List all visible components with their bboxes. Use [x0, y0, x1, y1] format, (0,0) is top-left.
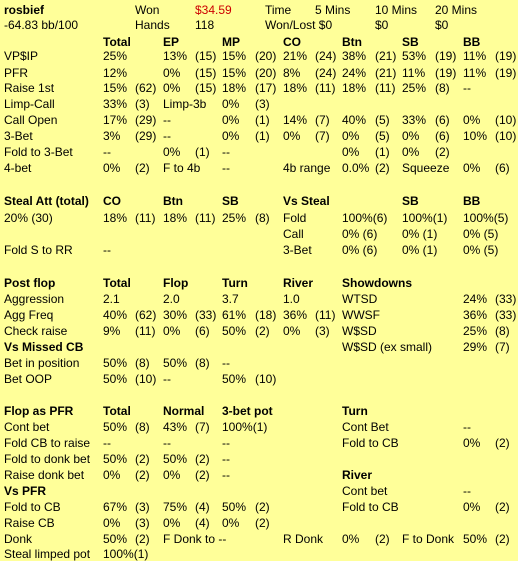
vs-pfr-count: (2)	[255, 516, 270, 530]
postflop-row-label: Agg Freq	[4, 308, 54, 322]
won-lost-label: Won/Lost $0	[265, 18, 333, 32]
steal-co-value: 18%	[103, 211, 128, 225]
vs-pfr-count: (3)	[135, 500, 150, 514]
steal-limped-value: 100%(1)	[103, 547, 149, 561]
preflop-header-ep: EP	[163, 35, 180, 49]
postflop-header: Total	[103, 276, 131, 290]
preflop-cell-count: (1)	[375, 145, 390, 159]
won-label: Won	[135, 3, 160, 17]
preflop-cell-value: 53%	[402, 49, 427, 63]
vs-pfr-count: (3)	[135, 516, 150, 530]
preflop-cell-value: 18%	[283, 81, 308, 95]
preflop-cell-value: 18%	[342, 81, 367, 95]
preflop-cell-value: 15%	[103, 81, 128, 95]
missed-cb-value: 50%	[222, 372, 247, 386]
vs-pfr-value: 50%	[222, 500, 247, 514]
preflop-cell-value: 3%	[103, 129, 121, 143]
vs-steal-label: Fold	[283, 211, 307, 225]
preflop-cell-value: 0%	[163, 145, 181, 159]
missed-cb-value: 50%	[103, 356, 128, 370]
flop-pfr-count: (2)	[195, 468, 210, 482]
postflop-cell-value: 9%	[103, 324, 121, 338]
preflop-cell-value: 0%	[342, 129, 360, 143]
flop-pfr-value: 50%	[103, 452, 128, 466]
steal-header: SB	[402, 194, 419, 208]
preflop-cell-count: (24)	[315, 66, 337, 80]
preflop-cell-value: 21%	[283, 49, 308, 63]
showdown-count: (7)	[495, 340, 510, 354]
missed-cb-value: 50%	[103, 372, 128, 386]
preflop-cell-count: (2)	[135, 161, 150, 175]
preflop-cell-value: 0%	[283, 129, 301, 143]
preflop-cell-value: 0%	[163, 81, 181, 95]
turn-fold-cb-count: (2)	[495, 436, 510, 450]
missed-cb-count: (10)	[255, 372, 277, 386]
preflop-cell-count: (6)	[435, 113, 450, 127]
steal-co-count: (11)	[135, 211, 156, 225]
preflop-cell-count: (2)	[375, 161, 390, 175]
preflop-cell-count: (20)	[255, 49, 277, 63]
bb-per-100: -64.83 bb/100	[4, 18, 79, 32]
preflop-row-label: 3-Bet	[4, 129, 33, 143]
missed-cb-value: --	[163, 372, 171, 386]
vs-steal-label: 3-Bet	[283, 243, 312, 257]
preflop-cell-value: 0%	[222, 129, 240, 143]
preflop-cell-value: 24%	[342, 66, 367, 80]
preflop-cell-count: (21)	[375, 66, 397, 80]
showdown-label: WWSF	[342, 308, 380, 322]
steal-total: 20% (30)	[4, 211, 53, 225]
vs-steal-sb: 0% (1)	[402, 227, 438, 241]
preflop-cell-value: 0.0%	[342, 161, 370, 175]
postflop-cell-value: 2.0	[163, 292, 180, 306]
preflop-cell-value: 13%	[163, 49, 188, 63]
preflop-cell-value: 0%	[463, 113, 481, 127]
showdown-count: (33)	[495, 292, 517, 306]
postflop-cell-value: 61%	[222, 308, 247, 322]
flop-pfr-count: (2)	[135, 452, 150, 466]
donk-cell: R Donk	[283, 532, 324, 546]
preflop-cell-value: 15%	[222, 49, 247, 63]
vs-pfr-count: (4)	[195, 500, 210, 514]
preflop-cell-value: 10%	[463, 129, 488, 143]
postflop-row-label: Aggression	[4, 292, 65, 306]
preflop-cell-count: (5)	[375, 113, 390, 127]
flop-pfr-header: Total	[103, 404, 131, 418]
preflop-cell-value: 0%	[163, 66, 181, 80]
preflop-cell-value: 4b range	[283, 161, 331, 175]
preflop-header-bb: BB	[463, 35, 481, 49]
preflop-cell-count: (19)	[435, 66, 457, 80]
preflop-cell-value: 33%	[103, 97, 128, 111]
preflop-row-label: PFR	[4, 66, 28, 80]
postflop-cell-value: 50%	[222, 324, 247, 338]
postflop-cell-value: 0%	[283, 324, 301, 338]
preflop-cell-count: (3)	[255, 97, 270, 111]
preflop-cell-count: (19)	[435, 49, 457, 63]
postflop-header: Turn	[222, 276, 248, 290]
postflop-header: River	[283, 276, 314, 290]
flop-pfr-row-label: Fold to donk bet	[4, 452, 91, 466]
showdown-value: 36%	[463, 308, 488, 322]
preflop-cell-value: --	[222, 145, 230, 159]
preflop-cell-value: 17%	[103, 113, 128, 127]
time-label: Time	[265, 3, 292, 17]
preflop-cell-count: (15)	[195, 66, 217, 80]
vs-pfr-title: Vs PFR	[4, 484, 47, 498]
steal-header: SB	[222, 194, 239, 208]
steal-header: Vs Steal	[283, 194, 330, 208]
preflop-cell-value: 25%	[103, 49, 128, 63]
preflop-row-label: Raise 1st	[4, 81, 55, 95]
donk-cell: 50%	[103, 532, 128, 546]
preflop-cell-value: 0%	[342, 145, 360, 159]
donk-cell: (2)	[135, 532, 150, 546]
flop-pfr-count: (2)	[135, 468, 150, 482]
preflop-cell-count: (10)	[495, 129, 517, 143]
won-value: $34.59	[195, 3, 232, 17]
time-20min: 20 Mins	[435, 3, 478, 17]
vs-steal-sb: 100%(1)	[402, 211, 448, 225]
postflop-row-label: Check raise	[4, 324, 68, 338]
preflop-cell-count: (1)	[255, 113, 270, 127]
preflop-cell-value: 12%	[103, 66, 128, 80]
donk-cell: (2)	[375, 532, 390, 546]
postflop-cell-count: (62)	[135, 308, 157, 322]
showdown-label: W$SD	[342, 324, 377, 338]
steal-header: CO	[103, 194, 121, 208]
postflop-cell-count: (11)	[315, 308, 336, 322]
preflop-row-label: VP$IP	[4, 49, 39, 63]
showdown-value: 24%	[463, 292, 488, 306]
missed-cb-count: (10)	[135, 372, 157, 386]
flop-pfr-value: 50%	[163, 452, 188, 466]
won-lost-10min: $0	[375, 18, 389, 32]
vs-steal-label: Call	[283, 227, 304, 241]
river-cbet-value: --	[463, 484, 471, 498]
showdown-count: (33)	[495, 308, 517, 322]
flop-pfr-row-label: Raise donk bet	[4, 468, 85, 482]
preflop-cell-value: --	[222, 161, 230, 175]
preflop-cell-value: 33%	[402, 113, 427, 127]
postflop-cell-value: 1.0	[283, 292, 300, 306]
preflop-cell-value: 0%	[222, 113, 240, 127]
flop-pfr-value: --	[163, 436, 171, 450]
preflop-cell-value: 8%	[283, 66, 301, 80]
preflop-cell-count: (29)	[135, 129, 157, 143]
preflop-cell-value: --	[103, 145, 111, 159]
vs-steal-sb: 0% (1)	[402, 243, 438, 257]
preflop-cell-count: (62)	[135, 81, 157, 95]
turn-title: Turn	[342, 404, 368, 418]
preflop-cell-count: (19)	[495, 49, 517, 63]
won-lost-20min: $0	[435, 18, 449, 32]
preflop-cell-value: 0%	[463, 161, 481, 175]
postflop-cell-value: 3.7	[222, 292, 239, 306]
preflop-cell-count: (7)	[315, 113, 330, 127]
preflop-cell-value: 0%	[222, 97, 240, 111]
preflop-cell-count: (3)	[135, 97, 150, 111]
flop-pfr-value: --	[222, 436, 230, 450]
flop-pfr-value: --	[103, 436, 111, 450]
river-fold-cb-value: 0%	[463, 500, 481, 514]
preflop-cell-value: 25%	[402, 81, 427, 95]
vs-pfr-label: Raise CB	[4, 516, 55, 530]
hands-value: 118	[195, 18, 215, 32]
preflop-row-label: Fold to 3-Bet	[4, 145, 73, 159]
preflop-header-mp: MP	[222, 35, 240, 49]
postflop-cell-count: (11)	[135, 324, 156, 338]
flop-pfr-count: (7)	[195, 420, 210, 434]
preflop-cell-value: --	[163, 129, 171, 143]
preflop-cell-count: (17)	[255, 81, 277, 95]
vs-steal-bb: 0% (5)	[463, 243, 499, 257]
missed-cb-value: 50%	[163, 356, 188, 370]
donk-cell: 0%	[342, 532, 360, 546]
flop-pfr-value: --	[222, 468, 230, 482]
time-10min: 10 Mins	[375, 3, 418, 17]
preflop-cell-count: (20)	[255, 66, 277, 80]
preflop-cell-value: Squeeze	[402, 161, 450, 175]
preflop-cell-value: 11%	[463, 66, 487, 80]
preflop-cell-value: --	[463, 81, 471, 95]
vs-steal-co: 0% (6)	[342, 243, 378, 257]
vs-steal-bb: 100%(5)	[463, 211, 509, 225]
preflop-header-co: CO	[283, 35, 301, 49]
preflop-cell-count: (8)	[435, 81, 450, 95]
preflop-cell-value: 18%	[222, 81, 247, 95]
missed-cb-count: (8)	[195, 356, 210, 370]
vs-missed-cb-title: Vs Missed CB	[4, 340, 84, 354]
missed-cb-label: Bet in position	[4, 356, 80, 370]
vs-pfr-count: (4)	[195, 516, 210, 530]
preflop-row-label: Limp-Call	[4, 97, 55, 111]
donk-cell: F Donk to --	[163, 532, 227, 546]
preflop-cell-value: 0%	[402, 145, 420, 159]
preflop-cell-value: --	[163, 113, 171, 127]
postflop-cell-value: 0%	[163, 324, 181, 338]
vs-pfr-value: 0%	[222, 516, 240, 530]
postflop-cell-count: (6)	[195, 324, 210, 338]
preflop-cell-value: 0%	[402, 129, 420, 143]
preflop-row-label: 4-bet	[4, 161, 32, 175]
player-name: rosbief	[4, 3, 45, 17]
preflop-cell-value: 15%	[222, 66, 247, 80]
preflop-header-total: Total	[103, 35, 131, 49]
preflop-cell-value: 14%	[283, 113, 308, 127]
steal-header: Btn	[163, 194, 183, 208]
preflop-cell-count: (11)	[375, 81, 396, 95]
turn-fold-cb-value: 0%	[463, 436, 481, 450]
preflop-cell-count: (24)	[315, 49, 337, 63]
river-title: River	[342, 468, 373, 482]
vs-steal-co: 100%(6)	[342, 211, 388, 225]
preflop-cell-count: (5)	[375, 129, 390, 143]
postflop-header: Flop	[163, 276, 189, 290]
vs-steal-co: 0% (6)	[342, 227, 378, 241]
turn-cbet-value: --	[463, 420, 471, 434]
donk-cell: 50%	[463, 532, 488, 546]
steal-header: BB	[463, 194, 481, 208]
preflop-cell-count: (21)	[375, 49, 397, 63]
showdown-count: (8)	[495, 324, 510, 338]
steal-sb-value: 25%	[222, 211, 247, 225]
flop-pfr-count: (2)	[195, 452, 210, 466]
preflop-cell-count: (6)	[495, 161, 510, 175]
postflop-cell-value: 2.1	[103, 292, 120, 306]
donk-cell: Donk	[4, 532, 33, 546]
flop-pfr-row-label: Cont bet	[4, 420, 50, 434]
flop-pfr-header: 3-bet pot	[222, 404, 273, 418]
postflop-cell-value: 30%	[163, 308, 188, 322]
preflop-header-btn: Btn	[342, 35, 362, 49]
flop-pfr-value: 50%	[103, 420, 128, 434]
preflop-cell-value: Limp-3b	[163, 97, 207, 111]
preflop-cell-count: (1)	[255, 129, 270, 143]
flop-pfr-value: --	[222, 452, 230, 466]
preflop-cell-count: (2)	[435, 145, 450, 159]
preflop-cell-count: (15)	[195, 81, 217, 95]
preflop-cell-value: 11%	[402, 66, 426, 80]
river-fold-cb-label: Fold to CB	[342, 500, 399, 514]
preflop-cell-value: F to 4b	[163, 161, 201, 175]
steal-limped-label: Steal limped pot	[4, 547, 91, 561]
postflop-cell-value: 36%	[283, 308, 308, 322]
flop-pfr-count: (8)	[135, 420, 150, 434]
preflop-cell-value: 38%	[342, 49, 367, 63]
steal-sb-count: (8)	[255, 211, 270, 225]
showdown-value: 29%	[463, 340, 488, 354]
preflop-cell-value: 0%	[103, 161, 121, 175]
flop-pfr-header: Flop as PFR	[4, 404, 74, 418]
steal-btn-value: 18%	[163, 211, 188, 225]
preflop-row-label: Call Open	[4, 113, 58, 127]
postflop-cell-count: (18)	[255, 308, 277, 322]
preflop-cell-count: (29)	[135, 113, 157, 127]
preflop-cell-count: (11)	[315, 81, 336, 95]
vs-pfr-count: (2)	[255, 500, 270, 514]
flop-pfr-row-label: Fold CB to raise	[4, 436, 91, 450]
showdown-label: W$SD (ex small)	[342, 340, 433, 354]
preflop-cell-count: (1)	[195, 145, 210, 159]
postflop-cell-value: 40%	[103, 308, 128, 322]
preflop-cell-value: 11%	[463, 49, 487, 63]
preflop-cell-count: (7)	[315, 129, 330, 143]
missed-cb-label: Bet OOP	[4, 372, 53, 386]
postflop-cell-count: (3)	[315, 324, 330, 338]
showdown-value: 25%	[463, 324, 488, 338]
vs-pfr-value: 67%	[103, 500, 128, 514]
vs-pfr-value: 0%	[163, 516, 181, 530]
turn-fold-cb-label: Fold to CB	[342, 436, 399, 450]
preflop-cell-count: (10)	[495, 113, 517, 127]
flop-pfr-header: Normal	[163, 404, 205, 418]
preflop-cell-count: (15)	[195, 49, 217, 63]
missed-cb-value: --	[222, 356, 230, 370]
postflop-cell-count: (33)	[195, 308, 217, 322]
hands-label: Hands	[135, 18, 170, 32]
vs-pfr-label: Fold to CB	[4, 500, 61, 514]
vs-pfr-value: 75%	[163, 500, 188, 514]
vs-pfr-value: 0%	[103, 516, 121, 530]
preflop-cell-count: (6)	[435, 129, 450, 143]
postflop-header: Post flop	[4, 276, 56, 290]
flop-pfr-value: 43%	[163, 420, 188, 434]
steal-btn-count: (11)	[195, 211, 216, 225]
missed-cb-count: (8)	[135, 356, 150, 370]
flop-pfr-value: 0%	[163, 468, 181, 482]
donk-cell: F to Donk	[402, 532, 455, 546]
preflop-cell-count: (19)	[495, 66, 517, 80]
donk-cell: (2)	[495, 532, 510, 546]
steal-title: Steal Att (total)	[4, 194, 89, 208]
river-fold-cb-count: (2)	[495, 500, 510, 514]
postflop-cell-count: (2)	[255, 324, 270, 338]
postflop-header: Showdowns	[342, 276, 412, 290]
preflop-cell-value: 40%	[342, 113, 367, 127]
turn-cbet-label: Cont Bet	[342, 420, 389, 434]
river-cbet-label: Cont bet	[342, 484, 388, 498]
flop-pfr-value: 100%(1)	[222, 420, 268, 434]
vs-steal-bb: 0% (5)	[463, 227, 499, 241]
showdown-label: WTSD	[342, 292, 378, 306]
fold-s-rr-label: Fold S to RR	[4, 243, 73, 257]
fold-s-rr-value: --	[103, 243, 111, 257]
preflop-header-sb: SB	[402, 35, 419, 49]
flop-pfr-value: 0%	[103, 468, 121, 482]
time-5min: 5 Mins	[315, 3, 351, 17]
